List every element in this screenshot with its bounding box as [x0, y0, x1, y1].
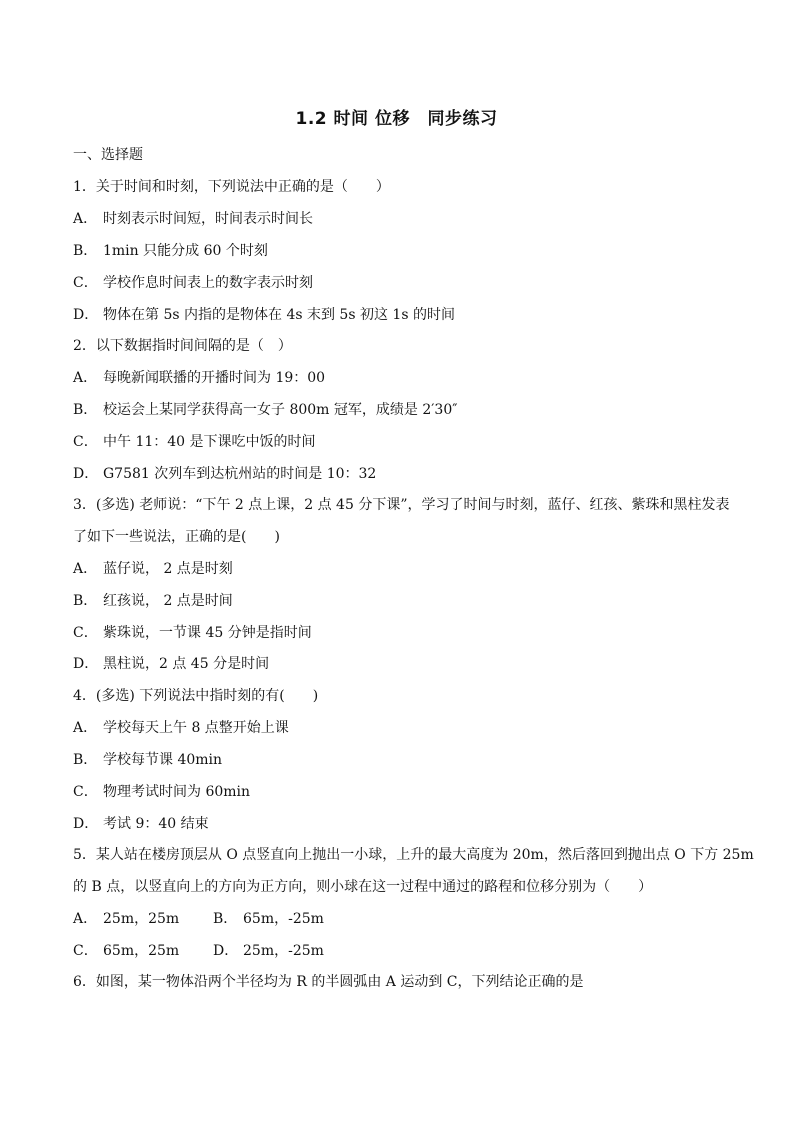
option-text: 物理考试时间为 60min [103, 784, 251, 800]
question-4-stem: 4．(多选) 下列说法中指时刻的有( ) [73, 688, 319, 704]
option-label: A． [73, 211, 98, 227]
question-4-option-c [73, 783, 250, 801]
question-3-option-a [73, 560, 233, 578]
option-text: 物体在第 5s 内指的是物体在 4s 末到 5s 初这 1s 的时间 [103, 307, 455, 323]
question-2-option-c [73, 433, 316, 451]
question-1-option-a [73, 210, 313, 228]
question-2-stem: 2．以下数据指时间间隔的是（ ） [73, 338, 292, 354]
question-4-option-b [73, 751, 222, 769]
question-5-option-c [73, 942, 213, 960]
question-5-stem-line-1: 5．某人站在楼房顶层从 O 点竖直向上抛出一小球，上升的最大高度为 20m，然后落回到抛出点 O 下方 25m [73, 847, 754, 863]
question-5-option-a [73, 910, 213, 928]
question-4-option-a [73, 719, 289, 737]
question-5-stem-line-2: 的 B 点，以竖直向上的方向为正方向，则小球在这一过程中通过的路程和位移分别为（ ） [73, 879, 653, 895]
option-label: A． [73, 911, 98, 927]
option-text: 学校每天上午 8 点整开始上课 [103, 720, 289, 736]
option-label: D． [73, 656, 99, 672]
question-5-option-b [213, 910, 324, 928]
question-5-options-row-2 [73, 942, 324, 960]
page-title: 1.2 时间 位移 同步练习 [295, 109, 498, 129]
section-heading: 一、选择题 [73, 147, 143, 163]
question-1-option-d [73, 306, 455, 324]
question-2-option-a [73, 369, 325, 387]
option-text: G7581 次列车到达杭州站的时间是 10：32 [103, 466, 377, 482]
option-label: B． [213, 911, 238, 927]
question-2-option-d [73, 465, 376, 483]
question-3-option-b [73, 592, 233, 610]
option-text: 蓝仔说， 2 点是时刻 [103, 561, 233, 577]
option-label: D． [73, 466, 99, 482]
question-1-option-b [73, 242, 268, 260]
option-label: B． [73, 752, 98, 768]
question-5-option-d [213, 942, 324, 960]
option-text: 紫珠说，一节课 45 分钟是指时间 [103, 625, 312, 641]
question-5-options-row-1 [73, 910, 324, 928]
option-label: D． [73, 816, 99, 832]
option-text: 25m，25m [103, 911, 180, 927]
option-text: 1min 只能分成 60 个时刻 [103, 243, 268, 259]
option-text: 每晚新闻联播的开播时间为 19：00 [103, 370, 326, 386]
option-text: 时刻表示时间短，时间表示时间长 [103, 211, 313, 227]
option-label: D． [73, 307, 99, 323]
question-3-option-d [73, 655, 269, 673]
option-text: 学校每节课 40min [103, 752, 223, 768]
option-text: 中午 11：40 是下课吃中饭的时间 [103, 434, 316, 450]
question-6-stem: 6．如图，某一物体沿两个半径均为 R 的半圆弧由 A 运动到 C，下列结论正确的是 [73, 974, 584, 990]
option-text: 65m，25m [103, 943, 180, 959]
option-text: 考试 9：40 结束 [103, 816, 209, 832]
option-label: A． [73, 370, 98, 386]
option-text: 学校作息时间表上的数字表示时刻 [103, 275, 313, 291]
option-label: C． [73, 434, 98, 450]
question-3-option-c [73, 624, 312, 642]
option-label: C． [73, 625, 98, 641]
option-label: D． [213, 943, 239, 959]
option-label: C． [73, 784, 98, 800]
option-text: 25m，-25m [243, 943, 324, 959]
option-label: B． [73, 243, 98, 259]
option-label: B． [73, 402, 98, 418]
option-text: 校运会上某同学获得高一女子 800m 冠军，成绩是 2′30″ [103, 402, 458, 418]
question-4-option-d [73, 815, 209, 833]
option-label: C． [73, 943, 98, 959]
option-label: A． [73, 720, 98, 736]
option-label: B． [73, 593, 98, 609]
option-text: 红孩说， 2 点是时间 [103, 593, 233, 609]
question-1-stem: 1．关于时间和时刻，下列说法中正确的是（ ） [73, 179, 390, 195]
question-3-stem-line-2: 了如下一些说法，正确的是( ) [73, 529, 280, 545]
option-label: A． [73, 561, 98, 577]
question-1-option-c [73, 274, 313, 292]
option-text: 黑柱说，2 点 45 分是时间 [103, 656, 270, 672]
option-label: C． [73, 275, 98, 291]
question-2-option-b [73, 401, 457, 419]
option-text: 65m，-25m [243, 911, 324, 927]
question-3-stem-line-1: 3．(多选) 老师说：“下午 2 点上课，2 点 45 分下课”，学习了时间与时刻，蓝仔、红孩、紫珠和黑柱发表 [73, 497, 730, 513]
